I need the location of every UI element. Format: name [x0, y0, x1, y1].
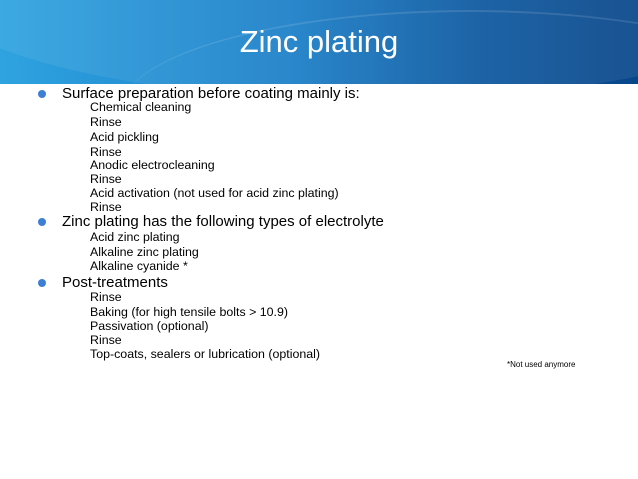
- sub-item: Rinse: [90, 200, 122, 214]
- bullet-dot-icon: [38, 90, 46, 98]
- sub-item: Rinse: [90, 172, 122, 186]
- sub-item: Acid pickling: [90, 130, 159, 144]
- sub-item: Rinse: [90, 145, 122, 159]
- bullet-text: Zinc plating has the following types of electrolyte: [62, 213, 384, 230]
- bullet-dot-icon: [38, 279, 46, 287]
- sub-item: Acid zinc plating: [90, 230, 180, 244]
- sub-item: Passivation (optional): [90, 319, 209, 333]
- sub-item: Rinse: [90, 115, 122, 129]
- sub-item: Alkaline cyanide *: [90, 259, 188, 273]
- sub-item: Anodic electrocleaning: [90, 158, 215, 172]
- sub-item: Baking (for high tensile bolts > 10.9): [90, 305, 289, 319]
- sub-item: Rinse: [90, 333, 122, 347]
- title-banner: [0, 0, 638, 84]
- sub-item: Acid activation (not used for acid zinc plating): [90, 186, 339, 200]
- bullet-text: Post-treatments: [62, 274, 168, 291]
- sub-item: Rinse: [90, 290, 122, 304]
- bullet-dot-icon: [38, 218, 46, 226]
- bullet-text: Surface preparation before coating mainly is:: [62, 85, 360, 102]
- sub-item: Top-coats, sealers or lubrication (optional): [90, 347, 321, 361]
- footnote: *Not used anymore: [507, 360, 576, 369]
- slide-title: Zinc plating: [239, 24, 399, 59]
- sub-item: Chemical cleaning: [90, 100, 192, 114]
- sub-item: Alkaline zinc plating: [90, 245, 199, 259]
